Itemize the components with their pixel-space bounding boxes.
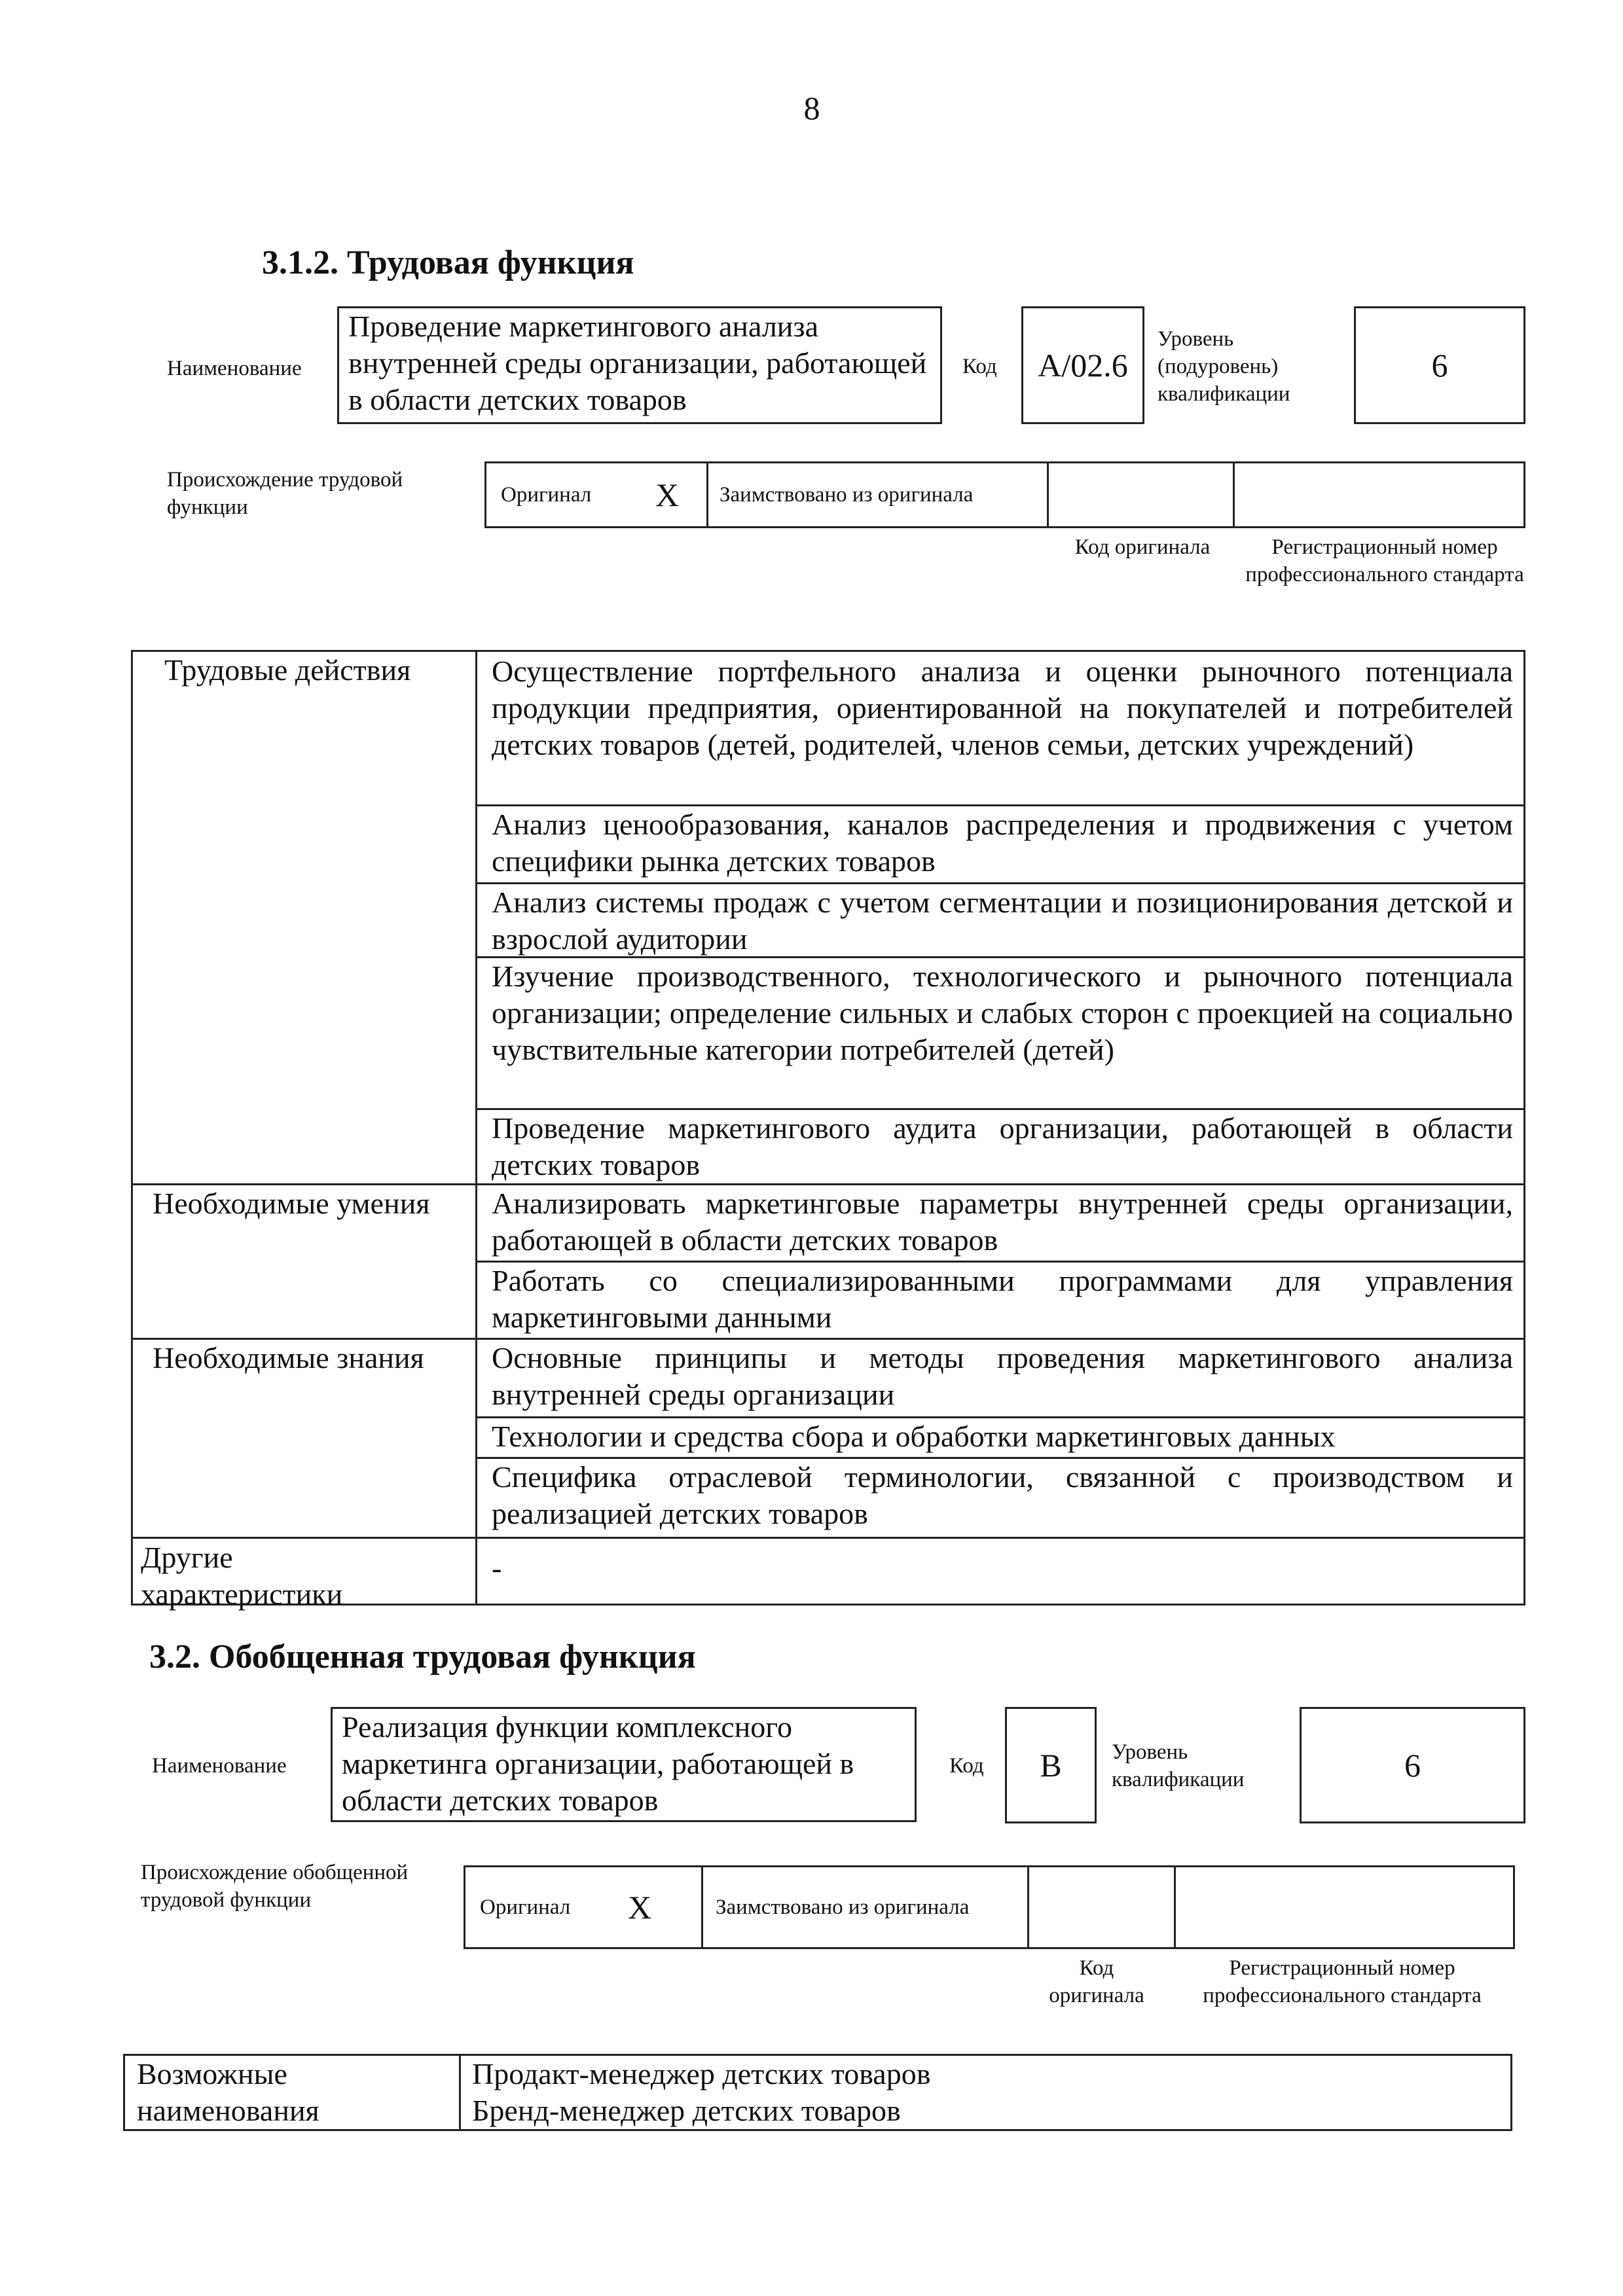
name-label: Наименование — [167, 356, 302, 380]
section-312-heading: 3.1.2. Трудовая функция — [262, 244, 634, 281]
code-label: Код — [962, 355, 997, 378]
gen-function-name-box — [331, 1707, 917, 1822]
gen-borrowed-label: Заимствовано из оригинала — [716, 1895, 970, 1919]
labor-action-5: Проведение маркетингового аудита организации, работающей в области детских товаров — [492, 1111, 1513, 1181]
original-label: Оригинал — [501, 483, 592, 507]
page-number: 8 — [803, 90, 820, 126]
possible-names-label: Возможные наименования — [137, 2057, 319, 2127]
function-name-box — [337, 306, 942, 424]
label-labor-actions: Трудовые действия — [164, 653, 411, 687]
borrowed-label: Заимствовано из оригинала — [720, 483, 974, 507]
labor-action-1: Осуществление портфельного анализа и оценки рыночного потенциала продукции предприятия, ориентированной на покупателей и потребителей детских товаров (детей, родителей, членов семьи, детских учреждений) — [492, 655, 1513, 761]
gen-reg-number-label: Регистрационный номер профессионального стандарта — [1203, 1956, 1482, 2007]
label-required-skills: Необходимые умения — [153, 1187, 430, 1220]
code-original-label: Код оригинала — [1074, 535, 1211, 559]
possible-names-table — [123, 2054, 1512, 2131]
gen-code-value: B — [1040, 1747, 1062, 1784]
code-box — [1021, 306, 1144, 424]
label-other-characteristics: Другие характеристики — [141, 1541, 343, 1611]
possible-name-1: Продакт-менеджер детских товаров — [472, 2057, 931, 2090]
skill-2: Работать со специализированными программами для управления маркетинговыми данными — [492, 1264, 1513, 1334]
gen-level-value: 6 — [1404, 1747, 1421, 1784]
knowledge-2: Технологии и средства сбора и обработки маркетинговых данных — [492, 1420, 1336, 1453]
gen-function-name: Реализация функции комплексного маркетинга организации, работающей в области детских товаров — [342, 1710, 854, 1817]
original-mark: X — [655, 476, 680, 513]
reg-number-label: Регистрационный номер профессионального стандарта — [1245, 535, 1524, 586]
origin-label: Происхождение трудовой функции — [167, 468, 403, 519]
function-name: Проведение маркетингового анализа внутренней среды организации, работающей в области детских товаров — [348, 310, 927, 416]
labor-action-4: Изучение производственного, технологического и рыночного потенциала организации; определение сильных и слабых сторон с проекцией на социально чувствительные категории потребителей (детей) — [492, 960, 1513, 1066]
gen-origin-label: Происхождение обобщенной трудовой функции — [141, 1861, 409, 1912]
gen-original-mark: X — [628, 1889, 652, 1926]
gen-name-label: Наименование — [152, 1753, 287, 1778]
gen-original-label: Оригинал — [480, 1895, 571, 1919]
other-characteristics-value: - — [492, 1551, 502, 1585]
knowledge-3: Специфика отраслевой терминологии, связанной с производством и реализацией детских товаров — [492, 1460, 1513, 1530]
level-value: 6 — [1431, 347, 1448, 384]
characteristics-table — [131, 650, 1525, 1611]
labor-action-3: Анализ системы продаж с учетом сегментации и позиционирования детской и взрослой аудитории — [492, 886, 1513, 956]
gen-level-label: Уровень квалификации — [1112, 1740, 1245, 1791]
level-label: Уровень (подуровень) квалификации — [1158, 327, 1290, 406]
label-required-knowledge: Необходимые знания — [153, 1341, 424, 1374]
gen-code-label: Код — [949, 1754, 984, 1778]
knowledge-1: Основные принципы и методы проведения маркетингового анализа внутренней среды организации — [492, 1341, 1513, 1411]
possible-name-2: Бренд-менеджер детских товаров — [472, 2094, 901, 2127]
section-32-heading: 3.2. Обобщенная трудовая функция — [149, 1638, 696, 1676]
gen-code-box — [1005, 1707, 1097, 1823]
level-box — [1354, 306, 1525, 424]
gen-level-box — [1300, 1707, 1525, 1823]
code-value: A/02.6 — [1038, 347, 1128, 384]
labor-action-2: Анализ ценообразования, каналов распределения и продвижения с учетом специфики рынка детских товаров — [492, 808, 1513, 878]
gen-code-original-label: Код оригинала — [1049, 1956, 1144, 2007]
origin-table — [484, 461, 1525, 528]
gen-origin-table — [464, 1865, 1515, 1949]
skill-1: Анализировать маркетинговые параметры внутренней среды организации, работающей в области детских товаров — [492, 1187, 1513, 1257]
